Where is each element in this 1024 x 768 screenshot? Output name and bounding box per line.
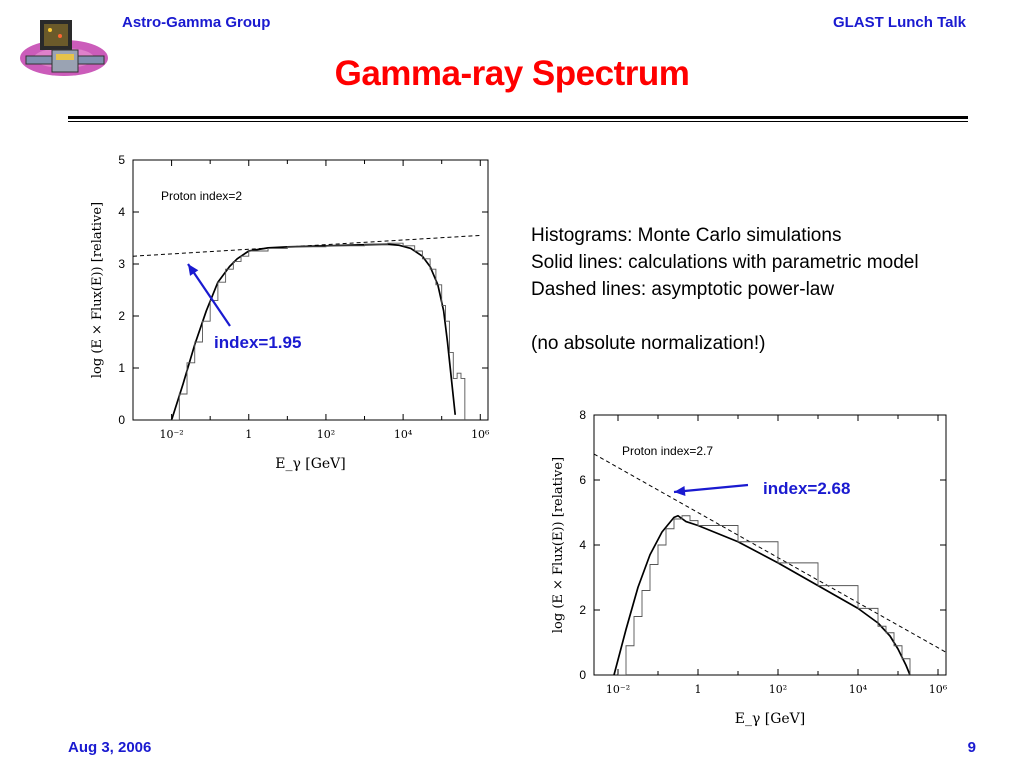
histogram-series [172, 243, 465, 420]
y-tick-label: 5 [118, 153, 125, 167]
footer-date: Aug 3, 2006 [68, 739, 152, 756]
solid-model-series [614, 516, 910, 675]
arrow-index-2-68 [674, 485, 748, 496]
x-tick-label: 10² [316, 428, 336, 441]
x-tick-label: 10⁻² [605, 683, 631, 696]
y-tick-label: 3 [118, 257, 125, 271]
title-rule-thick [68, 116, 968, 119]
y-axis-label: log (E × Flux(E)) [relative] [551, 456, 566, 634]
title-rule-thin [68, 121, 968, 122]
annotation-index-1-95: index=1.95 [214, 333, 302, 352]
legend-proton-index: Proton index=2.7 [622, 444, 714, 458]
arrow-index-1-95-head [188, 264, 198, 276]
y-tick-label: 0 [118, 413, 125, 427]
annotation-index-2-68: index=2.68 [763, 479, 851, 498]
chart-proton-index-2 [78, 148, 518, 478]
note-dashed-lines: Dashed lines: asymptotic power-law [531, 279, 835, 300]
y-tick-label: 0 [579, 668, 586, 682]
x-axis-label: E_γ [GeV] [275, 456, 346, 472]
legend-proton-index: Proton index=2 [161, 189, 243, 203]
y-tick-label: 4 [118, 205, 125, 219]
series-group [133, 235, 480, 420]
y-tick-label: 1 [118, 361, 125, 375]
arrow-index-2-68-shaft [674, 485, 748, 492]
note-normalization: (no absolute normalization!) [531, 333, 766, 354]
x-tick-label: 10⁻² [159, 428, 184, 441]
histogram-series [618, 516, 910, 675]
y-tick-label: 8 [579, 408, 586, 422]
x-tick-label: 10⁴ [848, 683, 868, 696]
y-tick-label: 2 [118, 309, 125, 323]
page-number: 9 [967, 739, 976, 756]
note-histograms: Histograms: Monte Carlo simulations [531, 225, 842, 246]
y-axis-label: log (E × Flux(E)) [relative] [90, 201, 105, 379]
y-tick-label: 6 [579, 473, 586, 487]
x-tick-label: 10⁶ [471, 428, 490, 441]
header-group: Astro-Gamma Group [122, 14, 271, 31]
chart-proton-index-2-7 [538, 405, 958, 735]
x-tick-label: 10⁴ [393, 428, 413, 441]
slide-title: Gamma-ray Spectrum [334, 54, 690, 93]
x-tick-label: 10² [768, 683, 788, 696]
x-tick-label: 10⁶ [928, 683, 948, 696]
x-axis-label: E_γ [GeV] [734, 711, 806, 727]
notes-block [531, 222, 919, 357]
x-tick-label: 1 [245, 428, 253, 441]
y-tick-label: 4 [579, 538, 586, 552]
header-talk: GLAST Lunch Talk [832, 14, 966, 31]
y-tick-label: 2 [579, 603, 586, 617]
x-tick-label: 1 [694, 683, 702, 696]
note-solid-lines: Solid lines: calculations with parametric model [531, 252, 919, 273]
